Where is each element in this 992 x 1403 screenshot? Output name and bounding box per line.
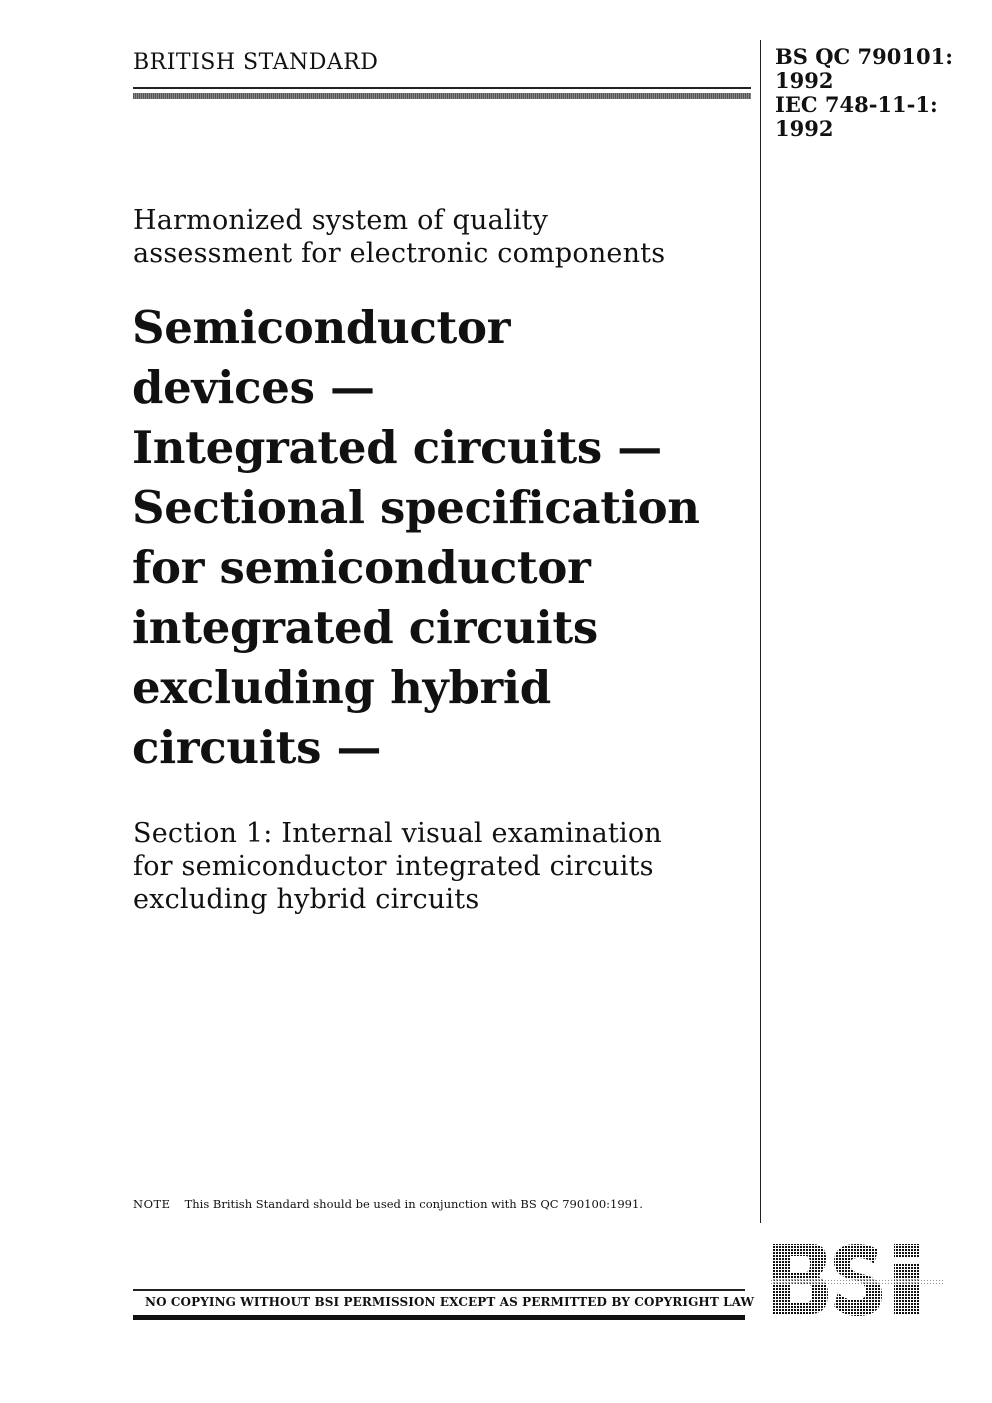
section-title-line: Section 1: Internal visual examination <box>133 818 662 849</box>
section-title-line: for semiconductor integrated circuits <box>133 851 654 882</box>
document-type-label: BRITISH STANDARD <box>133 50 379 75</box>
note-text: This British Standard should be used in conjunction with BS QC 790100:1991. <box>184 1197 643 1211</box>
header-rule <box>133 87 751 89</box>
standard-id-iec: IEC 748-11-1: <box>775 92 938 117</box>
copyright-rule-bottom <box>133 1315 745 1320</box>
title-line: integrated circuits <box>132 601 598 654</box>
standard-id-iec-year: 1992 <box>775 116 834 141</box>
copyright-rule-top <box>133 1289 745 1291</box>
vertical-divider <box>760 40 761 1223</box>
series-subtitle <box>133 204 743 270</box>
section-title <box>133 817 753 916</box>
standard-id-bs-year: 1992 <box>775 68 834 93</box>
title-line: for semiconductor <box>132 541 591 594</box>
title-line: Sectional specification <box>132 481 700 534</box>
title-line: excluding hybrid <box>132 661 551 714</box>
title-line: Semiconductor <box>132 301 511 354</box>
note <box>133 1197 643 1211</box>
header-shaded-rule <box>133 93 751 99</box>
bsi-logo-icon <box>770 1240 944 1320</box>
copyright-notice: NO COPYING WITHOUT BSI PERMISSION EXCEPT AS PERMITTED BY COPYRIGHT LAW <box>145 1295 755 1309</box>
note-label: NOTE <box>133 1197 171 1211</box>
section-title-line: excluding hybrid circuits <box>133 884 480 915</box>
series-subtitle-line: Harmonized system of quality <box>133 205 549 236</box>
standard-identifiers <box>775 45 953 141</box>
series-subtitle-line: assessment for electronic components <box>133 238 666 269</box>
document-title <box>132 298 752 778</box>
title-line: Integrated circuits — <box>132 421 662 474</box>
title-line: circuits — <box>132 721 382 774</box>
standard-id-bs: BS QC 790101: <box>775 44 953 69</box>
title-line: devices — <box>132 361 375 414</box>
